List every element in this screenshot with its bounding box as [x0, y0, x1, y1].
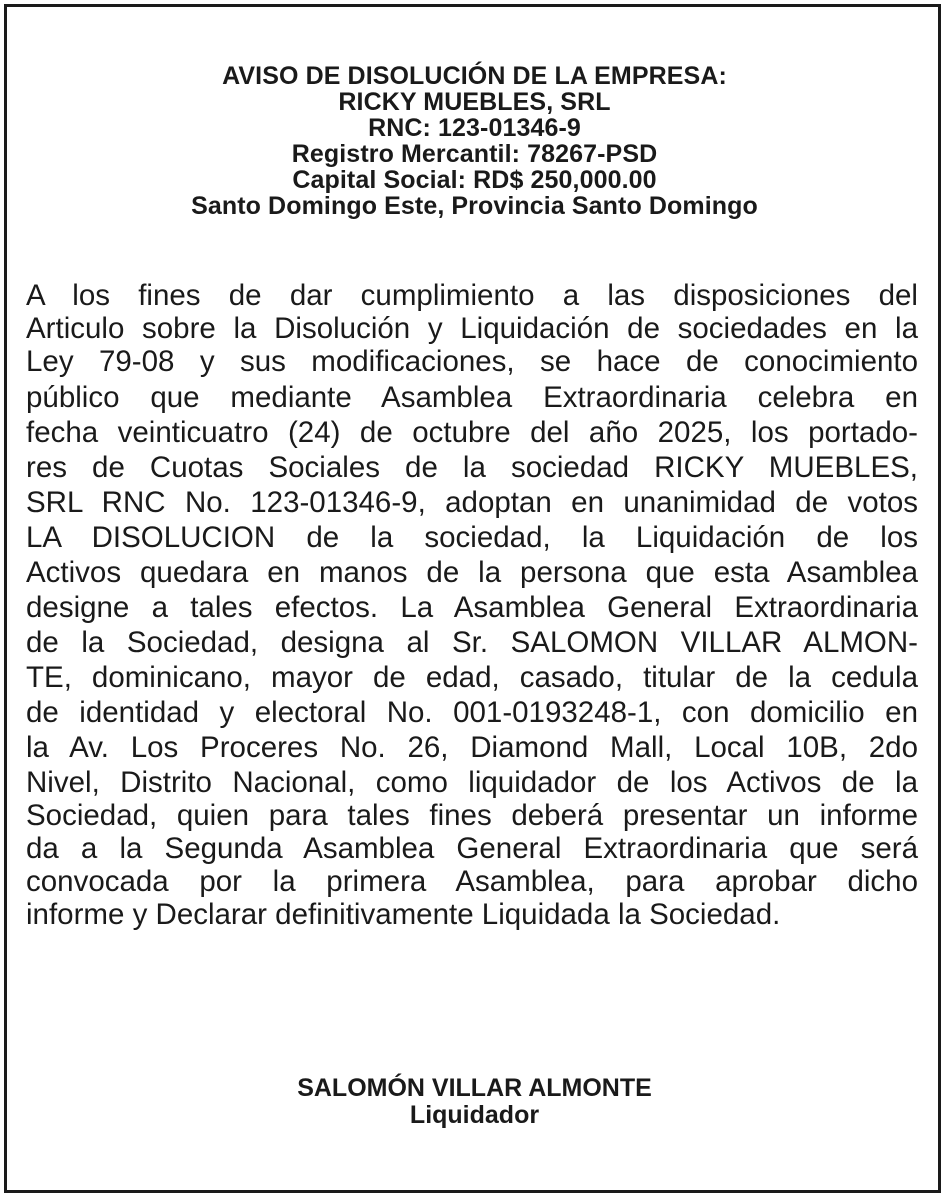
body-line: fecha veinticuatro (24) de octubre del año 2025, los portado- [26, 416, 918, 449]
notice-body [26, 281, 918, 930]
body-line: Articulo sobre la Disolución y Liquidación de sociedades en la [26, 312, 918, 345]
signature-block [0, 1075, 949, 1129]
commercial-registry: Registro Mercantil: 78267-PSD [291, 140, 658, 168]
body-line: Ley 79-08 y sus modificaciones, se hace de conocimiento [26, 345, 918, 378]
company-location: Santo Domingo Este, Provincia Santo Domingo [191, 192, 758, 220]
body-line: da a la Segunda Asamblea General Extraordinaria que será [26, 832, 918, 865]
notice-title: AVISO DE DISOLUCIÓN DE LA EMPRESA: [222, 62, 727, 90]
body-line: A los fines de dar cumplimiento a las disposiciones del [26, 279, 918, 312]
body-line: convocada por la primera Asamblea, para aprobar dicho [26, 865, 918, 898]
company-rnc: RNC: 123-01346-9 [368, 114, 581, 142]
body-line: designe a tales efectos. La Asamblea General Extraordinaria [26, 591, 918, 624]
signatory-name: SALOMÓN VILLAR ALMONTE [297, 1074, 652, 1102]
body-line: informe y Declarar definitivamente Liquidada la Sociedad. [26, 898, 781, 931]
share-capital: Capital Social: RD$ 250,000.00 [292, 166, 657, 194]
body-line: res de Cuotas Sociales de la sociedad RICKY MUEBLES, [26, 451, 918, 484]
body-line: la Av. Los Proceres No. 26, Diamond Mall, Local 10B, 2do [26, 731, 918, 764]
body-line: SRL RNC No. 123-01346-9, adoptan en unanimidad de votos [26, 486, 918, 519]
body-line: Sociedad, quien para tales fines deberá presentar un informe [26, 799, 918, 832]
body-line: público que mediante Asamblea Extraordinaria celebra en [26, 381, 918, 414]
body-line: TE, dominicano, mayor de edad, casado, titular de la cedula [26, 661, 918, 694]
company-name: RICKY MUEBLES, SRL [338, 88, 611, 116]
body-line: Nivel, Distrito Nacional, como liquidador de los Activos de la [26, 766, 918, 799]
body-line: Activos quedara en manos de la persona que esta Asamblea [26, 556, 918, 589]
body-line: de la Sociedad, designa al Sr. SALOMON VILLAR ALMON- [26, 626, 918, 659]
signatory-role: Liquidador [409, 1101, 540, 1129]
body-line: de identidad y electoral No. 001-0193248-1, con domicilio en [26, 696, 918, 729]
body-line: LA DISOLUCION de la sociedad, la Liquidación de los [26, 521, 918, 554]
notice-header [0, 63, 949, 219]
